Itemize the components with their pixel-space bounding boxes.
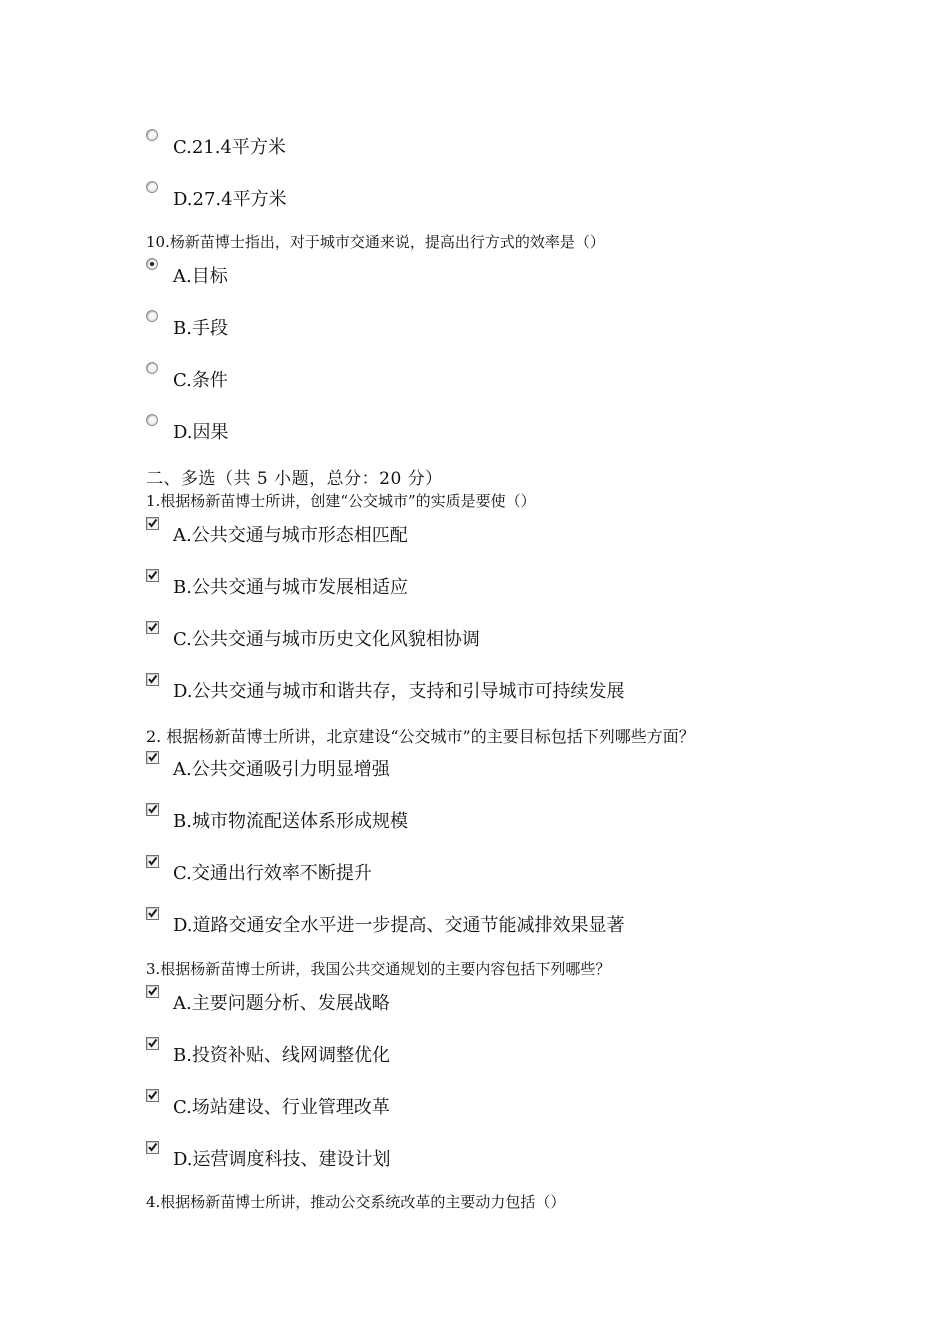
option-label: B.手段 — [173, 318, 228, 339]
checkbox-checked[interactable] — [146, 985, 159, 998]
option-label: D.道路交通安全水平进一步提高、交通节能减排效果显著 — [173, 915, 625, 936]
option-label: B.公共交通与城市发展相适应 — [173, 577, 408, 598]
radio-button[interactable] — [146, 129, 158, 141]
checkbox-checked[interactable] — [146, 517, 159, 530]
option-label: A.目标 — [173, 266, 228, 287]
radio-button-selected[interactable] — [146, 258, 158, 270]
checkbox-checked[interactable] — [146, 569, 159, 582]
question-3-text: 3.根据杨新苗博士所讲，我国公共交通规划的主要内容包括下列哪些？ — [146, 960, 611, 978]
option-label: D.27.4平方米 — [173, 189, 287, 210]
option-label: C.公共交通与城市历史文化风貌相协调 — [173, 629, 480, 650]
question-10-text: 10.杨新苗博士指出，对于城市交通来说，提高出行方式的效率是（） — [146, 233, 605, 251]
checkbox-checked[interactable] — [146, 673, 159, 686]
option-label: C.21.4平方米 — [173, 137, 286, 158]
question-2-text: 2. 根据杨新苗博士所讲，北京建设“公交城市”的主要目标包括下列哪些方面？ — [146, 727, 695, 746]
checkbox-checked[interactable] — [146, 803, 159, 816]
checkbox-checked[interactable] — [146, 1089, 159, 1102]
option-label: C.场站建设、行业管理改革 — [173, 1097, 390, 1118]
option-label: A.公共交通吸引力明显增强 — [173, 759, 390, 780]
option-label: A.公共交通与城市形态相匹配 — [173, 525, 408, 546]
radio-button[interactable] — [146, 181, 158, 193]
checkbox-checked[interactable] — [146, 855, 159, 868]
checkbox-checked[interactable] — [146, 907, 159, 920]
radio-button[interactable] — [146, 362, 158, 374]
option-label: A.主要问题分析、发展战略 — [173, 993, 390, 1014]
question-1-text: 1.根据杨新苗博士所讲，创建“公交城市”的实质是要使（） — [146, 492, 536, 510]
checkbox-checked[interactable] — [146, 621, 159, 634]
section-title-multiple-choice: 二、多选（共 5 小题，总分：20 分） — [146, 469, 443, 489]
checkbox-checked[interactable] — [146, 1141, 159, 1154]
option-label: C.条件 — [173, 370, 228, 391]
radio-button[interactable] — [146, 414, 158, 426]
radio-button[interactable] — [146, 310, 158, 322]
option-label: B.城市物流配送体系形成规模 — [173, 811, 408, 832]
checkbox-checked[interactable] — [146, 1037, 159, 1050]
option-label: D.因果 — [173, 422, 229, 443]
option-label: D.公共交通与城市和谐共存，支持和引导城市可持续发展 — [173, 681, 625, 702]
option-label: B.投资补贴、线网调整优化 — [173, 1045, 390, 1066]
checkbox-checked[interactable] — [146, 751, 159, 764]
option-label: D.运营调度科技、建设计划 — [173, 1149, 391, 1170]
option-label: C.交通出行效率不断提升 — [173, 863, 372, 884]
question-4-text: 4.根据杨新苗博士所讲，推动公交系统改革的主要动力包括（） — [146, 1193, 566, 1211]
